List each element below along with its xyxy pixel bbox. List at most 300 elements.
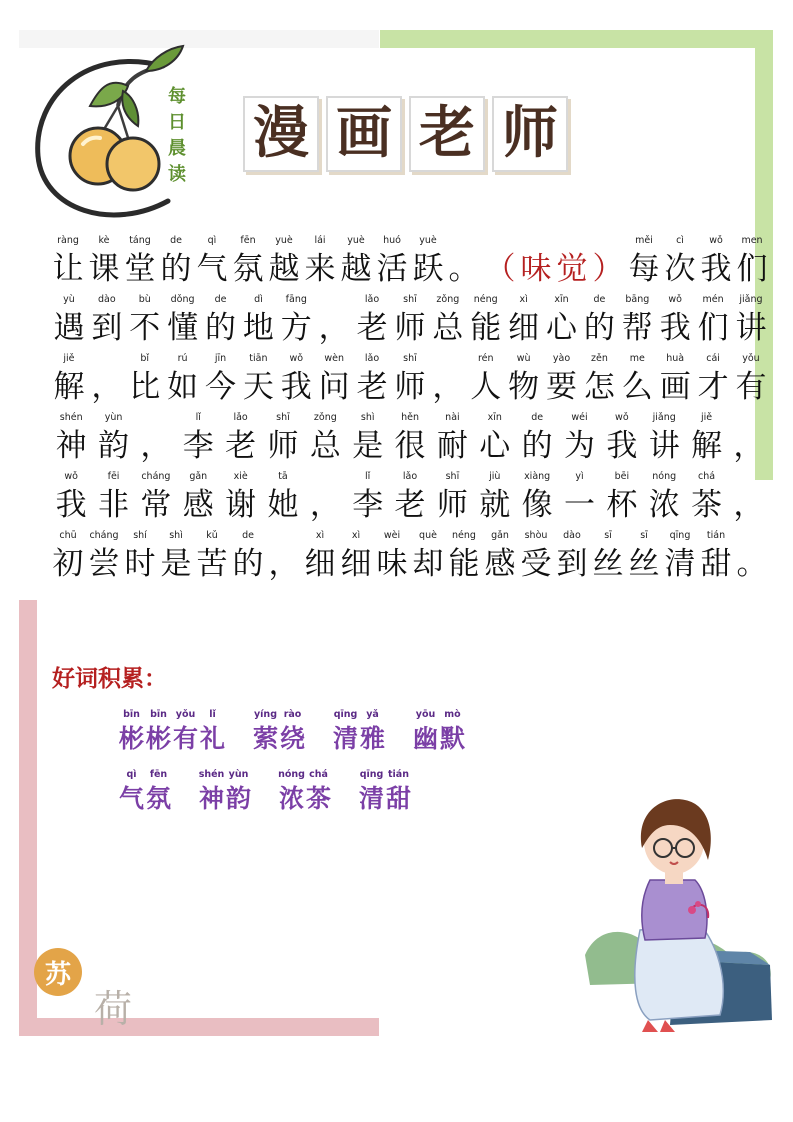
vocab-hanzi: 萦 xyxy=(252,724,278,753)
pinyin: de xyxy=(214,294,227,305)
char-cell xyxy=(266,233,302,292)
char-cell xyxy=(126,351,164,410)
char-cell xyxy=(732,351,770,410)
hanzi: 感 xyxy=(484,546,516,582)
char-cell xyxy=(474,410,516,469)
pinyin: de xyxy=(242,530,254,541)
pinyin: xiàng xyxy=(524,471,551,482)
char-cell xyxy=(239,292,277,351)
pinyin: shī xyxy=(403,294,417,305)
passage xyxy=(50,233,770,587)
vocab-hanzi: 清 xyxy=(358,784,384,813)
hanzi: 尝 xyxy=(88,546,120,582)
char-cell xyxy=(618,292,656,351)
pinyin: shī xyxy=(276,412,290,423)
vocab-row xyxy=(118,708,492,768)
char-cell xyxy=(662,233,698,292)
hanzi: ， xyxy=(91,369,123,405)
pinyin: shì xyxy=(360,412,375,423)
char-cell xyxy=(482,233,518,292)
vocab-word xyxy=(358,768,412,828)
hanzi: 到 xyxy=(91,310,123,346)
char-cell xyxy=(429,292,467,351)
pinyin: kǔ xyxy=(206,530,218,541)
vocab-pinyin: yōu xyxy=(415,709,436,720)
hanzi: 老 xyxy=(394,487,426,523)
hanzi: 氛 xyxy=(232,251,264,287)
passage-line xyxy=(50,292,770,351)
char-cell xyxy=(643,410,685,469)
pinyin: wèn xyxy=(324,353,344,364)
char-cell xyxy=(618,351,656,410)
char-cell xyxy=(239,351,277,410)
char-cell xyxy=(656,292,694,351)
hanzi: 今 xyxy=(205,369,236,405)
char-cell xyxy=(92,469,134,528)
hanzi: 们 xyxy=(697,310,729,346)
pinyin: kè xyxy=(98,235,110,246)
char-cell xyxy=(656,351,694,410)
char-cell xyxy=(277,292,315,351)
char-cell xyxy=(347,469,389,528)
char-cell xyxy=(626,528,662,587)
char-cell xyxy=(601,410,643,469)
char-cell xyxy=(262,410,304,469)
pinyin: mén xyxy=(702,294,724,305)
char-cell xyxy=(698,528,734,587)
char-cell xyxy=(467,292,505,351)
pinyin: wǒ xyxy=(709,235,723,246)
char-cell xyxy=(391,351,429,410)
hanzi: 活 xyxy=(376,251,408,287)
hanzi: 我 xyxy=(280,369,312,405)
char-cell xyxy=(580,351,618,410)
char-cell xyxy=(431,469,473,528)
char-cell xyxy=(86,233,122,292)
char-cell xyxy=(164,351,202,410)
hanzi: 解 xyxy=(53,369,85,405)
pinyin: shì xyxy=(169,530,183,541)
daily-reading-logo xyxy=(28,36,198,226)
vocab-pinyin: lǐ xyxy=(209,709,216,720)
hanzi: 我 xyxy=(659,310,691,346)
vocab-pinyin: nóng xyxy=(278,769,305,780)
pinyin: jīn xyxy=(214,353,227,364)
char-cell xyxy=(543,292,581,351)
vocab-char-cell xyxy=(145,708,172,768)
hanzi: 我 xyxy=(55,487,87,523)
hanzi: 耐 xyxy=(436,428,468,464)
pinyin: hěn xyxy=(401,412,419,423)
logo-char: 日 xyxy=(168,112,186,133)
hanzi: 总 xyxy=(309,428,341,464)
char-cell xyxy=(177,469,219,528)
pinyin: zǒng xyxy=(313,412,337,423)
pinyin: yào xyxy=(552,353,571,364)
hanzi: 越 xyxy=(268,251,300,287)
vocab-char-cell xyxy=(359,708,386,768)
pinyin: rén xyxy=(477,353,494,364)
pinyin: dì xyxy=(254,294,263,305)
hanzi: ， xyxy=(268,546,300,582)
char-cell xyxy=(662,528,698,587)
pinyin: huó xyxy=(383,235,401,246)
pinyin: sī xyxy=(604,530,612,541)
vocab-char-cell xyxy=(279,708,306,768)
pinyin: xīn xyxy=(487,412,502,423)
char-cell xyxy=(374,528,410,587)
hanzi: 一 xyxy=(563,487,595,523)
vocab-pinyin: fēn xyxy=(149,769,168,780)
pinyin: wèi xyxy=(383,530,401,541)
logo-char: 晨 xyxy=(168,138,186,159)
pinyin: dào xyxy=(563,530,581,541)
hanzi: 师 xyxy=(436,487,468,523)
hanzi: 讲 xyxy=(648,428,680,464)
char-cell xyxy=(374,233,410,292)
vocab-char-cell xyxy=(439,708,466,768)
char-cell xyxy=(88,351,126,410)
hanzi: 物 xyxy=(508,369,540,405)
char-cell xyxy=(728,469,770,528)
hanzi: 为 xyxy=(563,428,595,464)
pinyin: yùn xyxy=(104,412,123,423)
vocab-pinyin: qīng xyxy=(359,769,384,780)
char-cell xyxy=(601,469,643,528)
char-cell xyxy=(643,469,685,528)
pinyin: yuè xyxy=(419,235,437,246)
pinyin: zěn xyxy=(590,353,608,364)
hanzi: 们 xyxy=(736,251,768,287)
char-cell xyxy=(685,469,727,528)
pinyin: chū xyxy=(59,530,77,541)
hanzi: 到 xyxy=(556,546,588,582)
char-cell xyxy=(505,351,543,410)
char-cell xyxy=(518,528,554,587)
char-cell xyxy=(554,528,590,587)
char-cell xyxy=(590,528,626,587)
hanzi: ， xyxy=(309,487,341,523)
pinyin: gǎn xyxy=(189,471,208,482)
pinyin: nài xyxy=(445,412,460,423)
hanzi: 感 xyxy=(182,487,214,523)
char-cell xyxy=(202,292,240,351)
pinyin: bāng xyxy=(625,294,650,305)
pinyin: xì xyxy=(519,294,528,305)
char-cell xyxy=(164,292,202,351)
pinyin: lǎo xyxy=(233,412,248,423)
hanzi: 味 xyxy=(520,251,552,287)
vocab-word xyxy=(332,708,386,768)
char-cell xyxy=(302,528,338,587)
hanzi: 画 xyxy=(659,369,691,405)
hanzi: （ xyxy=(484,251,516,287)
pinyin: de xyxy=(531,412,544,423)
char-cell xyxy=(177,410,219,469)
vocab-hanzi: 幽 xyxy=(412,724,438,753)
char-cell xyxy=(219,410,261,469)
char-cell xyxy=(135,469,177,528)
vocab-char-cell xyxy=(172,708,199,768)
vocab-row xyxy=(118,768,492,828)
vocab-pinyin: yíng xyxy=(253,709,277,720)
char-cell xyxy=(50,469,92,528)
char-cell xyxy=(389,410,431,469)
char-cell xyxy=(505,292,543,351)
hanzi: 细 xyxy=(508,310,540,346)
char-cell xyxy=(554,233,590,292)
pinyin: néng xyxy=(473,294,498,305)
pinyin: tiān xyxy=(249,353,268,364)
vocab-hanzi: 彬 xyxy=(118,724,144,753)
logo-char: 读 xyxy=(168,164,186,185)
hanzi: ， xyxy=(318,310,350,346)
hanzi: 我 xyxy=(606,428,638,464)
hanzi: 师 xyxy=(394,310,426,346)
pinyin: cháng xyxy=(141,471,171,482)
pinyin: lǐ xyxy=(195,412,201,423)
vocab-pinyin: bīn xyxy=(123,709,140,720)
hanzi: 韵 xyxy=(98,428,130,464)
hanzi: 李 xyxy=(352,487,384,523)
hanzi: 神 xyxy=(55,428,87,464)
hanzi: 师 xyxy=(394,369,426,405)
char-cell xyxy=(277,351,315,410)
hanzi: 清 xyxy=(664,546,696,582)
pinyin: yuè xyxy=(347,235,365,246)
vocab-pinyin: tián xyxy=(388,769,409,780)
vocab-hanzi: 神 xyxy=(198,784,224,813)
frame-stripe-top-right xyxy=(380,30,773,48)
pinyin: zǒng xyxy=(436,294,460,305)
vocab-list xyxy=(118,708,492,828)
pinyin: shén xyxy=(59,412,83,423)
hanzi: ， xyxy=(733,487,765,523)
pinyin: bù xyxy=(138,294,151,305)
vocab-word xyxy=(198,768,252,828)
char-cell xyxy=(302,233,338,292)
hanzi: 细 xyxy=(340,546,372,582)
girl-illustration xyxy=(580,780,780,1040)
pinyin: yuè xyxy=(275,235,293,246)
hanzi: 如 xyxy=(167,369,199,405)
vocab-char-cell xyxy=(118,768,145,828)
vocab-hanzi: 绕 xyxy=(279,724,305,753)
hanzi: 细 xyxy=(304,546,336,582)
pinyin: nóng xyxy=(652,471,677,482)
vocab-char-cell xyxy=(198,768,225,828)
pinyin: néng xyxy=(452,530,476,541)
hanzi: 很 xyxy=(394,428,426,464)
vocab-hanzi: 气 xyxy=(118,784,144,813)
title-char: 画 xyxy=(326,96,402,172)
vocab-word xyxy=(412,708,466,768)
hanzi: 有 xyxy=(735,369,767,405)
vocab-hanzi: 甜 xyxy=(385,784,411,813)
hanzi: 天 xyxy=(242,369,274,405)
hanzi: 不 xyxy=(129,310,161,346)
hanzi: 才 xyxy=(697,369,729,405)
char-cell xyxy=(219,469,261,528)
pinyin: lǐ xyxy=(365,471,371,482)
pinyin: shí xyxy=(133,530,147,541)
hanzi: 茶 xyxy=(691,487,723,523)
hanzi: 要 xyxy=(546,369,578,405)
vocab-pinyin: mò xyxy=(444,709,461,720)
hanzi: 。 xyxy=(736,546,768,582)
pinyin: cái xyxy=(706,353,720,364)
char-cell xyxy=(50,410,92,469)
hanzi: 老 xyxy=(356,310,388,346)
vocab-char-cell xyxy=(385,768,412,828)
hanzi: 方 xyxy=(280,310,312,346)
pinyin: měi xyxy=(635,235,653,246)
char-cell xyxy=(732,292,770,351)
char-cell xyxy=(446,233,482,292)
pinyin: tā xyxy=(278,471,288,482)
char-cell xyxy=(304,469,346,528)
char-cell xyxy=(88,292,126,351)
vocab-hanzi: 彬 xyxy=(145,724,171,753)
hanzi: 让 xyxy=(52,251,84,287)
char-cell xyxy=(558,410,600,469)
hanzi: 帮 xyxy=(621,310,653,346)
hanzi: 初 xyxy=(52,546,84,582)
char-cell xyxy=(518,233,554,292)
char-cell xyxy=(734,233,770,292)
hanzi: 气 xyxy=(196,251,228,287)
pinyin: xīn xyxy=(554,294,569,305)
hanzi: 解 xyxy=(691,428,723,464)
pinyin: wǒ xyxy=(668,294,682,305)
vocab-pinyin: shén xyxy=(198,769,225,780)
vocab-word xyxy=(118,768,172,828)
pinyin: men xyxy=(741,235,763,246)
hanzi: 每 xyxy=(628,251,660,287)
pinyin: lǎo xyxy=(364,294,380,305)
hanzi: 么 xyxy=(621,369,653,405)
hanzi: ， xyxy=(733,428,765,464)
vocab-hanzi: 雅 xyxy=(359,724,385,753)
hanzi: 时 xyxy=(124,546,156,582)
char-cell xyxy=(590,233,626,292)
pinyin: què xyxy=(419,530,437,541)
char-cell xyxy=(389,469,431,528)
vocab-char-cell xyxy=(305,768,332,828)
char-cell xyxy=(50,233,86,292)
vocab-hanzi: 礼 xyxy=(199,724,225,753)
char-cell xyxy=(516,469,558,528)
char-cell xyxy=(446,528,482,587)
char-cell xyxy=(467,351,505,410)
hanzi: 丝 xyxy=(628,546,660,582)
vocab-hanzi: 有 xyxy=(172,724,198,753)
pinyin: huà xyxy=(666,353,685,364)
char-cell xyxy=(86,528,122,587)
hanzi: 老 xyxy=(225,428,257,464)
char-cell xyxy=(266,528,302,587)
pinyin: qì xyxy=(207,235,217,246)
pinyin: cháng xyxy=(89,530,119,541)
char-cell xyxy=(135,410,177,469)
vocab-char-cell xyxy=(252,708,279,768)
hanzi: 是 xyxy=(352,428,384,464)
hanzi: 堂 xyxy=(124,251,156,287)
pinyin: fēn xyxy=(240,235,256,246)
pinyin: shī xyxy=(445,471,460,482)
pinyin: shī xyxy=(403,353,417,364)
char-cell xyxy=(315,292,353,351)
hanzi: 的 xyxy=(521,428,553,464)
vocab-hanzi: 氛 xyxy=(145,784,171,813)
pinyin: dào xyxy=(98,294,116,305)
char-cell xyxy=(543,351,581,410)
char-cell xyxy=(50,292,88,351)
hanzi: 比 xyxy=(129,369,161,405)
pinyin: gǎn xyxy=(491,530,509,541)
char-cell xyxy=(92,410,134,469)
vocab-pinyin: chá xyxy=(309,769,328,780)
pinyin: shòu xyxy=(524,530,548,541)
hanzi: 能 xyxy=(470,310,502,346)
vocab-hanzi: 韵 xyxy=(225,784,251,813)
seal-char-1: 苏 xyxy=(44,960,71,990)
char-cell xyxy=(698,233,734,292)
pinyin: jiǎng xyxy=(739,294,763,305)
hanzi: 心 xyxy=(546,310,578,346)
pinyin: wǒ xyxy=(615,412,629,423)
passage-line xyxy=(50,351,770,410)
hanzi: 甜 xyxy=(700,546,732,582)
hanzi: 心 xyxy=(479,428,511,464)
vocab-heading: 好词积累： xyxy=(52,665,167,692)
char-cell xyxy=(315,351,353,410)
hanzi: 觉 xyxy=(556,251,588,287)
vocab-word xyxy=(252,708,306,768)
char-cell xyxy=(728,410,770,469)
char-cell xyxy=(230,233,266,292)
pinyin: sī xyxy=(640,530,648,541)
char-cell xyxy=(429,351,467,410)
hanzi: 丝 xyxy=(592,546,624,582)
pinyin: jiù xyxy=(489,471,501,482)
char-cell xyxy=(158,528,194,587)
hanzi: 李 xyxy=(182,428,214,464)
hanzi: 我 xyxy=(700,251,732,287)
page-title xyxy=(243,96,568,172)
passage-line xyxy=(50,233,770,292)
vocab-char-cell xyxy=(358,768,385,828)
char-cell xyxy=(50,351,88,410)
pinyin: jiě xyxy=(701,412,713,423)
char-cell xyxy=(391,292,429,351)
hanzi: 懂 xyxy=(167,310,199,346)
char-cell xyxy=(353,292,391,351)
hanzi: 的 xyxy=(205,310,236,346)
char-cell xyxy=(338,233,374,292)
title-char: 老 xyxy=(409,96,485,172)
hanzi: 是 xyxy=(160,546,192,582)
pinyin: fāng xyxy=(285,294,307,305)
vocab-pinyin: yǒu xyxy=(175,709,196,720)
hanzi: 遇 xyxy=(53,310,85,346)
char-cell xyxy=(558,469,600,528)
pinyin: tián xyxy=(706,530,726,541)
hanzi: 苦 xyxy=(196,546,228,582)
vocab-pinyin: rào xyxy=(283,709,302,720)
pinyin: de xyxy=(170,235,182,246)
char-cell xyxy=(474,469,516,528)
